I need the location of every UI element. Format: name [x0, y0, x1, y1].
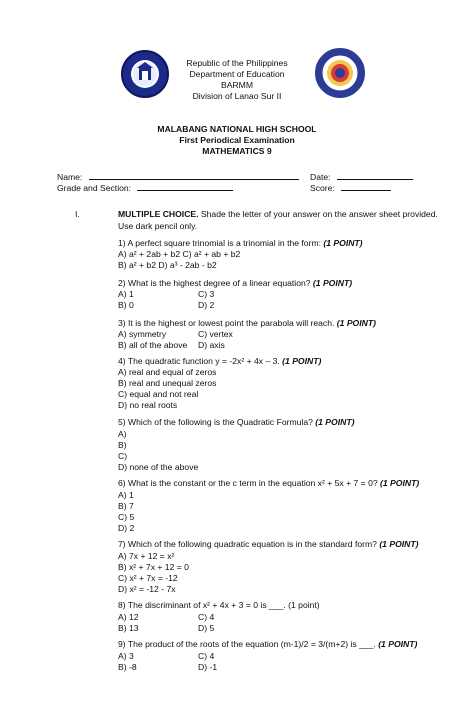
- question-3-option-b: B) all of the above: [118, 340, 188, 350]
- question-7-option-a: A) 7x + 12 = x²: [118, 551, 175, 561]
- section-instruction-text: Shade the letter of your answer on the answer sheet provided.: [200, 209, 438, 219]
- question-8-text: 8) The discriminant of x² + 4x + 3 = 0 is ___. (1 point): [118, 600, 320, 610]
- question-5-option-b: B): [118, 440, 127, 450]
- section-instruction-2: Use dark pencil only.: [118, 221, 198, 231]
- question-8-option-d: D) 5: [198, 623, 215, 633]
- question-6-option-a: A) 1: [118, 490, 134, 500]
- question-5-points: (1 POINT): [315, 417, 355, 427]
- question-6-option-c: C) 5: [118, 512, 135, 522]
- question-8-option-c: C) 4: [198, 612, 215, 622]
- question-2-text: 2) What is the highest degree of a linear equation?: [118, 278, 311, 288]
- question-2-option-a: A) 1: [118, 289, 134, 299]
- header-republic: Republic of the Philippines: [186, 58, 288, 68]
- question-1-options-row2: B) a² + b2 D) a³ - 2ab - b2: [118, 260, 217, 270]
- grade-field: [57, 182, 233, 193]
- grade-blank: [137, 182, 233, 191]
- name-field: [57, 171, 299, 182]
- question-6-text: 6) What is the constant or the c term in the equation x² + 5x + 7 = 0?: [118, 478, 378, 488]
- question-7-option-b: B) x² + 7x + 12 = 0: [118, 562, 189, 572]
- date-field: [310, 171, 413, 182]
- question-5-option-a: A): [118, 429, 127, 439]
- score-label: Score:: [310, 183, 335, 193]
- question-1: [118, 238, 363, 249]
- question-9-option-b: B) -8: [118, 662, 137, 672]
- question-9-option-d: D) -1: [198, 662, 218, 672]
- question-9: [118, 639, 417, 650]
- question-4-option-b: B) real and unequal zeros: [118, 378, 217, 388]
- question-2-points: (1 POINT): [312, 278, 353, 288]
- question-6-points: (1 POINT): [380, 478, 420, 488]
- subject-title: MATHEMATICS 9: [202, 146, 272, 156]
- question-7-text: 7) Which of the following quadratic equation is in the standard form?: [118, 539, 377, 549]
- date-label: Date:: [310, 172, 331, 182]
- name-label: Name:: [57, 172, 83, 182]
- question-4-option-a: A) real and equal of zeros: [118, 367, 217, 377]
- question-4-text: 4) The quadratic function y = -2x² + 4x – 3.: [118, 356, 280, 366]
- question-4-points: (1 POINT): [282, 356, 322, 366]
- section-instruction: [118, 209, 438, 220]
- question-3-points: (1 POINT): [336, 318, 376, 328]
- question-8-option-a: A) 12: [118, 612, 139, 622]
- name-blank: [89, 171, 299, 180]
- question-7-option-d: D) x² = -12 - 7x: [118, 584, 176, 594]
- question-2: [118, 278, 352, 289]
- question-9-text: 9) The product of the roots of the equation (m-1)/2 = 3/(m+2) is ___.: [118, 639, 376, 649]
- question-5-option-d: D) none of the above: [118, 462, 199, 472]
- question-8: [118, 600, 320, 611]
- question-9-option-c: C) 4: [198, 651, 215, 661]
- section-title: MULTIPLE CHOICE.: [118, 209, 199, 219]
- question-3-text: 3) It is the highest or lowest point the parabola will reach.: [118, 318, 335, 328]
- score-field: [310, 182, 391, 193]
- question-5: [118, 417, 354, 428]
- question-3: [118, 318, 376, 329]
- question-4-option-c: C) equal and not real: [118, 389, 199, 399]
- question-7-points: (1 POINT): [379, 539, 419, 549]
- question-9-points: (1 POINT): [378, 639, 418, 649]
- question-8-option-b: B) 13: [118, 623, 139, 633]
- question-1-text: 1) A perfect square trinomial is a trinomial in the form:: [118, 238, 321, 248]
- section-number: I.: [75, 209, 80, 219]
- grade-label: Grade and Section:: [57, 183, 132, 193]
- question-7-option-c: C) x² + 7x = -12: [118, 573, 178, 583]
- school-name: MALABANG NATIONAL HIGH SCHOOL: [157, 124, 317, 134]
- question-5-option-c: C): [118, 451, 128, 461]
- date-blank: [337, 171, 413, 180]
- question-9-option-a: A) 3: [118, 651, 134, 661]
- header-division: Division of Lanao Sur II: [192, 91, 282, 101]
- question-3-option-c: C) vertex: [198, 329, 233, 339]
- question-6-option-d: D) 2: [118, 523, 135, 533]
- question-2-option-d: D) 2: [198, 300, 215, 310]
- score-blank: [341, 182, 391, 191]
- header-department: Department of Education: [189, 69, 285, 79]
- question-4: [118, 356, 321, 367]
- question-6-option-b: B) 7: [118, 501, 134, 511]
- question-3-option-a: A) symmetry: [118, 329, 167, 339]
- question-5-text: 5) Which of the following is the Quadratic Formula?: [118, 417, 313, 427]
- question-2-option-c: C) 3: [198, 289, 215, 299]
- header-barmm: BARMM: [221, 80, 253, 90]
- question-1-options-row1: A) a² + 2ab + b2 C) a² + ab + b2: [118, 249, 241, 259]
- question-1-points: (1 POINT): [323, 238, 363, 248]
- question-7: [118, 539, 418, 550]
- question-4-option-d: D) no real roots: [118, 400, 178, 410]
- question-6: [118, 478, 419, 489]
- exam-title: First Periodical Examination: [179, 135, 295, 145]
- question-2-option-b: B) 0: [118, 300, 134, 310]
- question-3-option-d: D) axis: [198, 340, 225, 350]
